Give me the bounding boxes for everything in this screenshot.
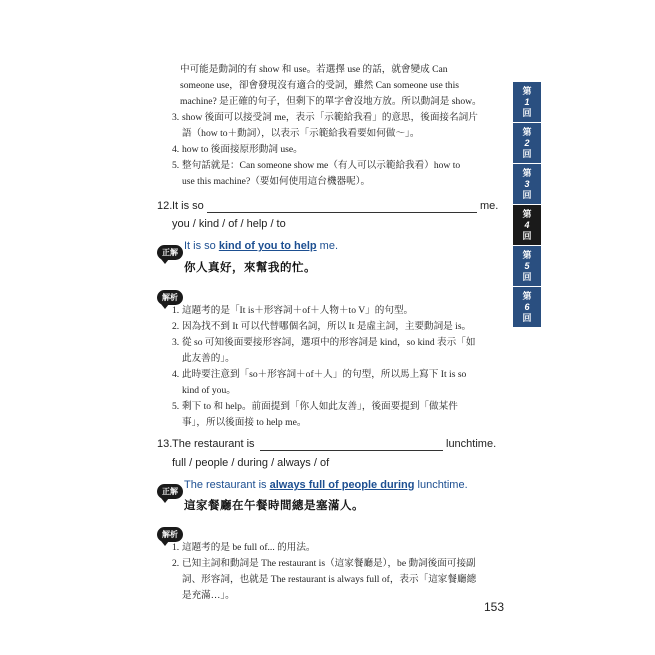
list-item-cont: 語（how to＋動詞），以表示「示範給我看要如何做～」。	[182, 128, 420, 139]
chapter-tab-bottom: 回	[522, 107, 532, 118]
text-line: machine? 是正確的句子，但剩下的單字會沒地方放。所以動詞是 show。	[180, 96, 482, 107]
question-12-number: 12.	[157, 200, 173, 212]
list-item: 4. how to 後面接原形動詞 use。	[172, 144, 303, 155]
chapter-tab-bottom: 回	[522, 312, 532, 323]
list-item: 2. 因為找不到 It 可以代替哪個名詞，所以 It 是虛主詞，主要動詞是 is。	[172, 321, 472, 332]
chapter-tab-5[interactable]	[513, 246, 541, 287]
chapter-tab-n: 1	[524, 96, 530, 107]
explanation-badge: 解析	[157, 285, 183, 305]
answer-translation: 你人真好，來幫我的忙。	[184, 260, 316, 274]
chapter-tab-top: 第	[522, 85, 532, 96]
chapter-tab-top: 第	[522, 208, 532, 219]
explanation-list	[172, 303, 475, 431]
list-item-cont: 詞、形容詞，也就是 The restaurant is always full of，表示「這家餐廳總	[182, 574, 477, 585]
list-item-cont: kind of you。	[182, 385, 236, 396]
list-item-cont: 是充滿…」。	[182, 590, 235, 601]
top-paragraph	[180, 62, 482, 110]
word-bank: full / people / during / always / of	[172, 457, 330, 469]
list-item: 3. 從 so 可知後面要接形容詞，選項中的形容詞是 kind，so kind 表示「如	[172, 337, 476, 348]
top-list	[172, 110, 478, 190]
answer-blank	[207, 212, 477, 213]
page-number: 153	[484, 600, 505, 614]
word-bank: you / kind / of / help / to	[172, 218, 286, 230]
chapter-tab-n: 5	[524, 260, 530, 271]
question-12-lead: It is so	[172, 200, 204, 212]
chapter-tab-top: 第	[522, 290, 532, 301]
chapter-tab-3[interactable]	[513, 164, 541, 205]
chapter-tab-n: 4	[524, 219, 530, 230]
answer-blank	[260, 450, 443, 451]
list-item: 3. show 後面可以接受詞 me，表示「示範給我看」的意思，後面接名詞片	[172, 112, 478, 123]
list-item: 4. 此時要注意到「so＋形容詞＋of＋人」的句型，所以馬上寫下 It is so	[172, 369, 467, 380]
chapter-tab-top: 第	[522, 126, 532, 137]
question-13-lead: The restaurant is	[172, 438, 255, 450]
chapter-tab-bottom: 回	[522, 189, 532, 200]
chapter-tab-top: 第	[522, 249, 532, 260]
chapter-tab-bottom: 回	[522, 230, 532, 241]
question-13-tail: lunchtime.	[446, 438, 497, 450]
question-13-number: 13.	[157, 438, 173, 450]
chapter-tab-2[interactable]	[513, 123, 541, 164]
chapter-tab-n: 2	[524, 137, 530, 148]
correct-answer-badge: 正解	[157, 479, 183, 499]
list-item: 5. 剩下 to 和 help。前面提到「你人如此友善」，後面要提到「做某件	[172, 401, 458, 412]
explanation-list	[172, 540, 476, 604]
question-12-tail: me.	[480, 200, 499, 212]
answer-sentence: It is so kind of you to help me.	[184, 240, 339, 252]
answer-sentence: The restaurant is always full of people during lunchtime.	[184, 479, 468, 491]
correct-answer-badge: 正解	[157, 240, 183, 260]
text-line: someone use，卻會發現沒有適合的受詞，雖然 Can someone use this	[180, 80, 459, 91]
answer-translation: 這家餐廳在午餐時間總是塞滿人。	[184, 498, 364, 512]
chapter-tab-n: 3	[524, 178, 530, 189]
chapter-tab-bottom: 回	[522, 271, 532, 282]
list-item-cont: 此友善的」。	[182, 353, 235, 364]
chapter-tab-6[interactable]	[513, 287, 541, 328]
list-item: 5. 整句話就是：Can someone show me（有人可以示範給我看）how to	[172, 160, 461, 171]
list-item: 1. 這題考的是 be full of... 的用法。	[172, 542, 316, 553]
list-item: 2. 已知主詞和動詞是 The restaurant is（這家餐廳是），be 動詞後面可接副	[172, 558, 476, 569]
chapter-tab-4[interactable]	[513, 205, 541, 246]
chapter-tab-n: 6	[524, 301, 530, 312]
list-item-cont: use this machine?（要如何使用這台機器呢）。	[182, 176, 371, 187]
list-item-cont: 事」，所以後面接 to help me。	[182, 417, 307, 428]
list-item: 1. 這題考的是「It is＋形容詞＋of＋人物＋to V」的句型。	[172, 305, 414, 316]
chapter-tab-bottom: 回	[522, 148, 532, 159]
chapter-tab-top: 第	[522, 167, 532, 178]
chapter-tab-1[interactable]	[513, 82, 541, 123]
explanation-badge: 解析	[157, 522, 183, 542]
text-line: 中可能是動詞的有 show 和 use。若選擇 use 的話，就會變成 Can	[180, 64, 448, 75]
